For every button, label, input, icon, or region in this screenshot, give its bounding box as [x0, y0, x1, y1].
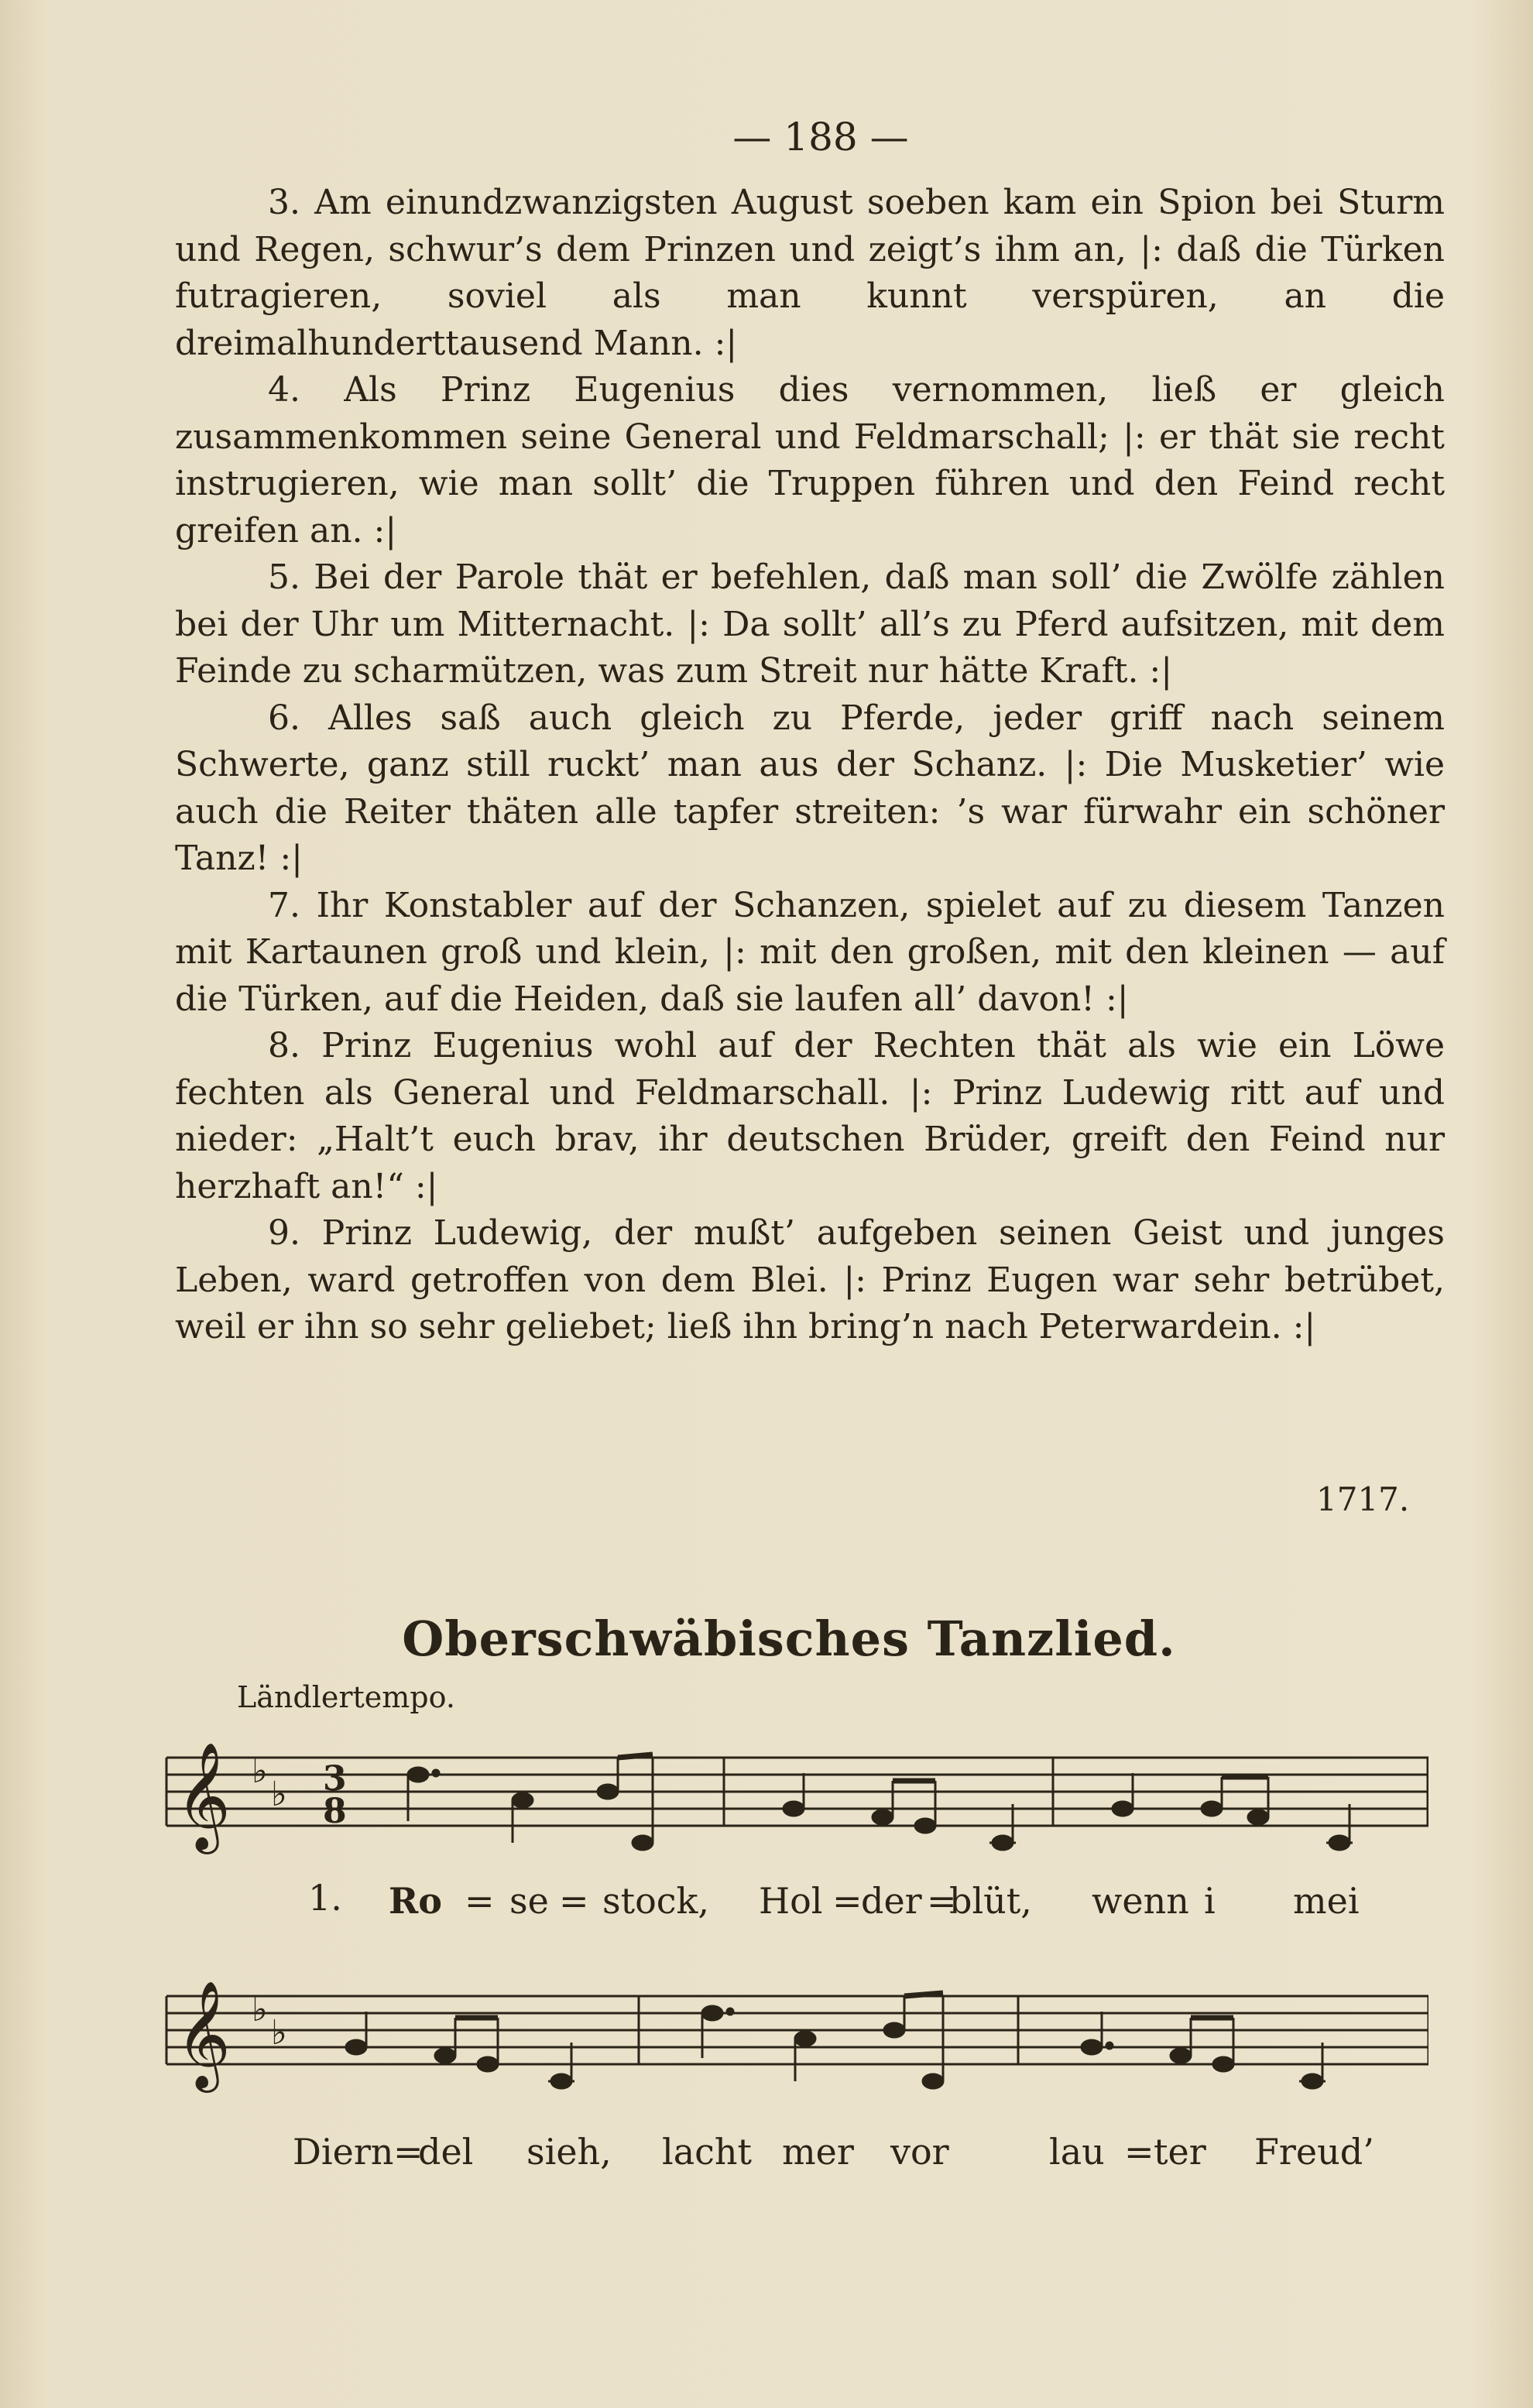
- lyric-syllable: wenn: [1092, 1880, 1189, 1922]
- verse-6: 6. Alles saß auch gleich zu Pferde, jeder griff nach seinem Schwerte, ganz still ruckt’ man aus der Schanz. |: Die Musketier’ wie auch die Reiter thäten alle tapfer streiten: ’s war fürwahr ein schöner Tanz! :|: [175, 698, 1445, 878]
- song-title: Oberschwäbisches Tanzlied.: [402, 1610, 1176, 1667]
- lyric-hyphen: =: [1124, 2131, 1154, 2173]
- lyric-hyphen: =: [465, 1880, 495, 1922]
- verse-block: [175, 180, 1445, 1351]
- staff-2-notation: [159, 1973, 1428, 2128]
- lyric-hyphen: =: [832, 1880, 863, 1922]
- music-staff-2: [159, 1973, 1428, 2128]
- lyric-syllable: Diern: [293, 2131, 394, 2173]
- lyric-syllable: vor: [890, 2131, 949, 2173]
- tempo-marking: Ländlertempo.: [237, 1680, 455, 1714]
- lyric-syllable: blüt,: [949, 1880, 1032, 1922]
- verse-8: 8. Prinz Eugenius wohl auf der Rechten thät als wie ein Löwe fechten als General und Feldmarschall. |: Prinz Ludewig ritt auf und nieder: „Halt’t euch brav, ihr deutschen Brüder, greift den Feind nur herzhaft an!“ :|: [175, 1026, 1445, 1206]
- verse-9: 9. Prinz Ludewig, der mußt’ aufgeben seinen Geist und junges Leben, ward getroffen von dem Blei. |: Prinz Eugen war sehr betrübet, weil er ihn so sehr geliebet; ließ ihn bring’n nach Peterwardein. :|: [175, 1213, 1445, 1346]
- lyric-syllable: Ro: [389, 1880, 442, 1922]
- verse-3: 3. Am einundzwanzigsten August soeben kam ein Spion bei Sturm und Regen, schwur’s dem Prinzen und zeigt’s ihm an, |: daß die Türken futragieren, soviel als man kunnt verspüren, an die dreimalhunderttausend Mann. :|: [175, 183, 1445, 363]
- time-signature-top: 3: [323, 1759, 347, 1799]
- svg-text:♭: ♭: [271, 2013, 287, 2053]
- lyric-syllable: der: [861, 1880, 922, 1922]
- verse-5: 5. Bei der Parole thät er befehlen, daß man soll’ die Zwölfe zählen bei der Uhr um Mitternacht. |: Da sollt’ all’s zu Pferd aufsitzen, mit dem Feinde zu scharmützen, was zum Streit nur hätte Kraft. :|: [175, 557, 1445, 691]
- year-label: 1717.: [1316, 1480, 1410, 1518]
- lyric-syllable: lau: [1049, 2131, 1105, 2173]
- lyric-syllable: mer: [782, 2131, 854, 2173]
- lyric-hyphen: =: [393, 2131, 424, 2173]
- lyric-syllable: se: [509, 1880, 549, 1922]
- time-signature: [323, 1759, 347, 1831]
- lyric-syllable: ter: [1154, 2131, 1206, 2173]
- lyric-syllable: mei: [1293, 1880, 1360, 1922]
- lyric-syllable: del: [418, 2131, 474, 2173]
- lyric-syllable: lacht: [662, 2131, 753, 2173]
- svg-text:♭: ♭: [252, 1751, 268, 1791]
- verse-4: 4. Als Prinz Eugenius dies vernommen, ließ er gleich zusammenkommen seine General und Feldmarschall; |: er thät sie recht instrugieren, wie man sollt’ die Truppen führen und den Feind recht greifen an. :|: [175, 370, 1445, 551]
- music-staff-1: [159, 1734, 1428, 1889]
- lyric-syllable: sieh,: [526, 2131, 612, 2173]
- svg-text:𝄞: 𝄞: [176, 1742, 231, 1850]
- lyric-syllable: Hol: [759, 1880, 823, 1922]
- page-number: — 188 —: [732, 115, 909, 160]
- verse-7: 7. Ihr Konstabler auf der Schanzen, spielet auf zu diesem Tanzen mit Kartaunen groß und klein, |: mit den großen, mit den kleinen — auf die Türken, auf die Heiden, daß sie laufen all’ davon! :|: [175, 885, 1445, 1019]
- lyric-syllable: i: [1204, 1880, 1216, 1922]
- lyric-hyphen: =: [559, 1880, 589, 1922]
- lyric-hyphen: =: [927, 1880, 957, 1922]
- svg-text:𝄞: 𝄞: [176, 1981, 231, 2088]
- lyric-verse-number: 1.: [308, 1877, 342, 1919]
- svg-text:♭: ♭: [271, 1775, 287, 1814]
- lyric-syllable: Freud’: [1254, 2131, 1374, 2173]
- svg-text:♭: ♭: [252, 1990, 268, 2029]
- staff-1-notation: [159, 1734, 1428, 1889]
- lyric-syllable: stock,: [602, 1880, 710, 1922]
- time-signature-bottom: 8: [323, 1792, 347, 1831]
